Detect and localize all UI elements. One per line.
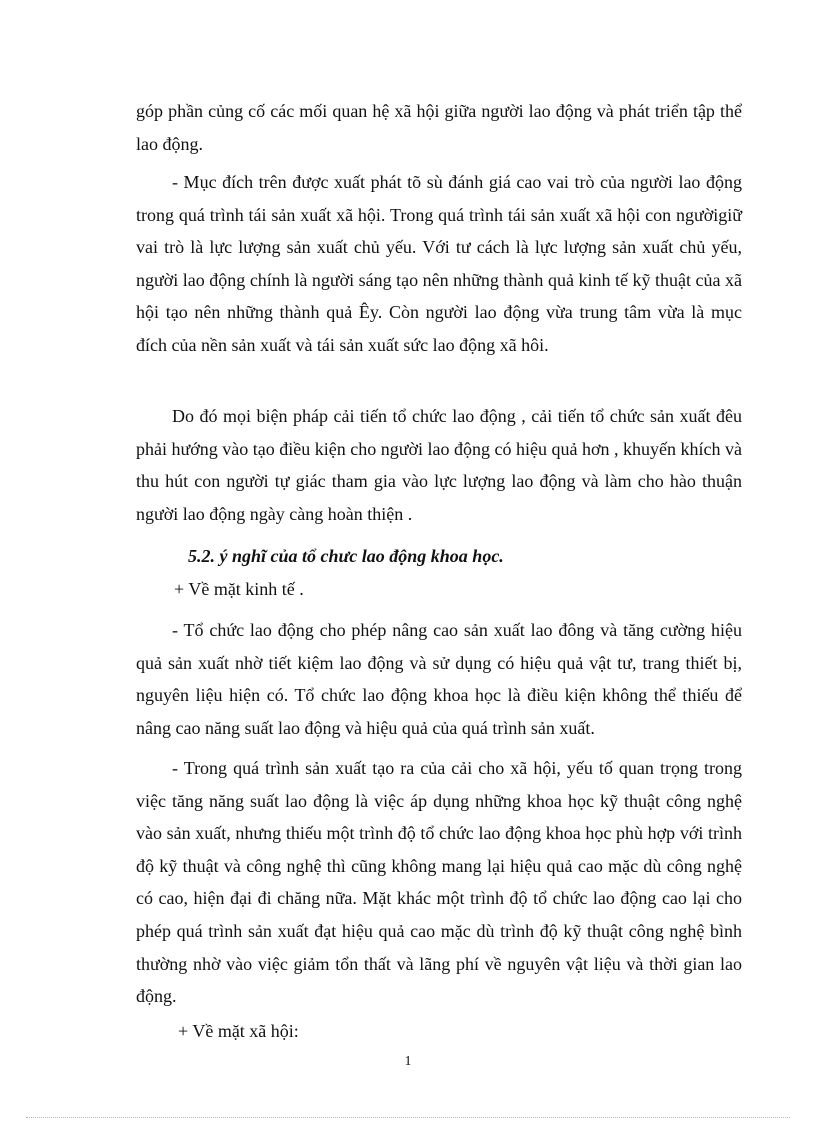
page-number: 1 xyxy=(404,1054,412,1069)
section-heading: 5.2. ý nghĩ của tổ chưc lao động khoa học. xyxy=(188,546,504,566)
paragraph-purpose: - Mục đích trên được xuất phát tõ sù đánh giá cao vai trò của người lao động trong quá trình tái sản xuất xã hội. Trong quá trình tái sản xuất xã hội con ngườigiữ vai trò là lực lượng sản xuất chủ yếu. Với tư cách là lực lượng sản xuất chủ yếu, người lao động chính là người sáng tạo nên những thành quả kinh tế kỹ thuật của xã hội tạo nên những thành quả Êy. Còn người lao động vừa trung tâm vừa là mục đích của nền sản xuất và tái sản xuất sức lao động xã hôi. xyxy=(136,172,742,355)
subheading-social: + Về mặt xã hội: xyxy=(178,1021,299,1041)
paragraph-economic-2: - Trong quá trình sản xuất tạo ra của cải cho xã hội, yếu tố quan trọng trong việc tăng năng suất lao động là việc áp dụng những khoa học kỹ thuật công nghệ vào sản xuất, nhưng thiếu một trình độ tổ chức lao động khoa học phù hợp với trình độ kỹ thuật và công nghệ thì cũng không mang lại hiệu quả cao mặc dù công nghệ có cao, hiện đại đi chăng nữa. Mặt khác một trình độ tổ chức lao động cao lại cho phép quá trình sản xuất đạt hiệu quả cao mặc dù trình độ kỹ thuật công nghệ bình thường nhờ vào việc giảm tổn thất và lãng phí về nguyên vật liệu và thời gian lao động. xyxy=(136,758,742,1007)
paragraph-economic-1: - Tổ chức lao động cho phép nâng cao sản xuất lao đông và tăng cường hiệu quả sản xuất nhờ tiết kiệm lao động và sử dụng có hiệu quả vật tư, trang thiết bị, nguyên liệu hiện có. Tổ chức lao động khoa học là điều kiện không thể thiếu để nâng cao năng suất lao động và hiệu quả của quá trình sản xuất. xyxy=(136,620,742,738)
subheading-economic: + Về mặt kinh tế . xyxy=(174,579,304,599)
page-bottom-border xyxy=(26,1117,790,1118)
paragraph-continuation: góp phần củng cố các mối quan hệ xã hội giữa người lao động và phát triển tập thể lao động. xyxy=(136,101,742,154)
paragraph-measures: Do đó mọi biện pháp cải tiến tổ chức lao động , cải tiến tổ chức sản xuất đêu phải hướng vào tạo điều kiện cho người lao động có hiệu quả hơn , khuyến khích và thu hút con người tự giác tham gia vào lực lượng lao động và làm cho hào thuận người lao động ngày càng hoàn thiện . xyxy=(136,406,742,524)
